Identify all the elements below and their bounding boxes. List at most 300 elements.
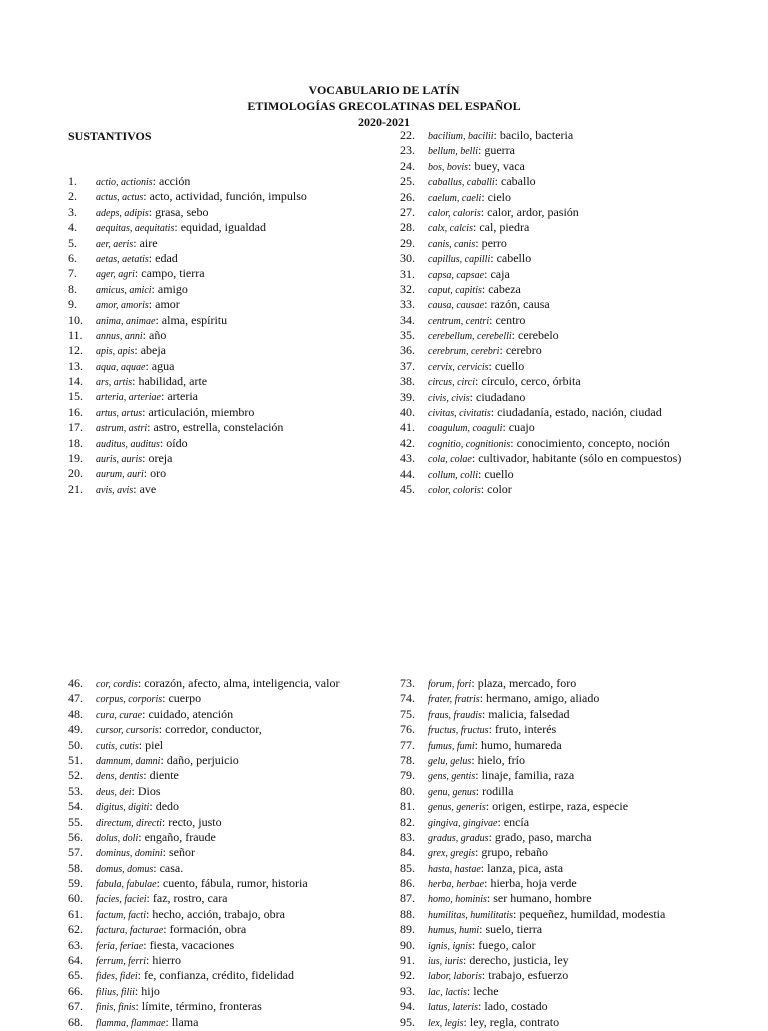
entry-number: 95.: [400, 1014, 415, 1029]
entry-number: 75.: [400, 706, 415, 721]
entry-number: 21.: [68, 481, 83, 496]
separator: :: [463, 1014, 470, 1029]
vocab-entry: [400, 436, 681, 451]
latin-term: flamma, flammae: [96, 1017, 166, 1029]
vocab-entry: [400, 374, 681, 389]
vocab-entry: [68, 999, 339, 1014]
latin-term: aequitas, aequitatis: [96, 223, 175, 235]
latin-term: caelum, caeli: [428, 192, 482, 204]
spanish-meaning: engaño, fraude: [144, 829, 216, 844]
vocab-entry: [68, 313, 307, 328]
vocab-entry: [400, 799, 665, 814]
entry-number: 11.: [68, 327, 83, 342]
vocab-entry: [68, 907, 339, 922]
entry-number: 3.: [68, 204, 77, 219]
separator: :: [471, 937, 479, 952]
spanish-meaning: año: [149, 327, 167, 342]
spanish-meaning: Dios: [137, 783, 161, 798]
separator: :: [475, 845, 482, 860]
separator: :: [145, 358, 152, 373]
entry-number: 83.: [400, 829, 415, 844]
latin-term: genu, genus: [428, 786, 476, 798]
spanish-meaning: cielo: [487, 189, 511, 204]
entry-number: 18.: [68, 435, 83, 450]
spanish-meaning: cuento, fábula, rumor, historia: [162, 876, 308, 891]
separator: :: [153, 860, 160, 875]
separator: :: [480, 204, 488, 219]
vocab-entry: [400, 359, 681, 374]
spanish-meaning: malicia, falsedad: [488, 706, 570, 721]
latin-term: astrum, astri: [96, 423, 148, 435]
latin-term: factura, facturae: [96, 925, 164, 937]
latin-term: caballus, caballi: [428, 177, 495, 189]
entry-number: 91.: [400, 953, 415, 968]
spanish-meaning: derecho, justicia, ley: [469, 953, 569, 968]
separator: :: [480, 860, 488, 875]
separator: :: [510, 435, 517, 450]
vocab-entry: [400, 861, 665, 876]
spanish-meaning: amigo: [157, 281, 188, 296]
separator: :: [497, 814, 504, 829]
vocab-entry: [400, 328, 681, 343]
spanish-meaning: arteria: [167, 389, 198, 404]
latin-term: centrum, centri: [428, 315, 490, 327]
latin-term: cura, curae: [96, 709, 143, 721]
vocab-entry: [68, 359, 307, 374]
vocab-entry: [400, 390, 681, 405]
vocab-entry: [68, 220, 307, 235]
spanish-meaning: trabajo, esfuerzo: [488, 968, 569, 983]
latin-term: frater, fratris: [428, 694, 480, 706]
spanish-meaning: hielo, frío: [477, 752, 525, 767]
vocab-entry: [400, 174, 681, 189]
vocab-entry: [68, 282, 307, 297]
entry-number: 40.: [400, 405, 415, 420]
latin-term: lex, legis: [428, 1017, 464, 1029]
entry-number: 90.: [400, 937, 415, 952]
spanish-meaning: centro: [495, 312, 526, 327]
entry-number: 38.: [400, 374, 415, 389]
spanish-meaning: cuello: [484, 466, 514, 481]
entry-number: 39.: [400, 389, 415, 404]
spanish-meaning: corredor, conductor,: [165, 722, 262, 737]
latin-term: dominus, domini: [96, 848, 163, 860]
latin-term: gingiva, gingivae: [428, 817, 498, 829]
spanish-meaning: grasa, sebo: [155, 204, 209, 219]
separator: :: [143, 937, 150, 952]
spanish-meaning: abeja: [140, 343, 166, 358]
spanish-meaning: grupo, rebaño: [481, 845, 549, 860]
latin-term: ius, iuris: [428, 956, 464, 968]
entry-number: 9.: [68, 297, 77, 312]
entry-number: 50.: [68, 737, 83, 752]
entry-number: 35.: [400, 328, 415, 343]
entry-number: 53.: [68, 783, 83, 798]
spanish-meaning: plaza, mercado, foro: [477, 676, 577, 690]
separator: :: [152, 174, 160, 188]
latin-term: damnum, damni: [96, 755, 161, 767]
spanish-meaning: caja: [490, 266, 510, 281]
spanish-meaning: origen, estirpe, raza, especie: [492, 799, 629, 814]
latin-term: filius, filii: [96, 986, 135, 998]
separator: :: [471, 451, 479, 466]
entry-number: 29.: [400, 235, 415, 250]
entry-number: 81.: [400, 799, 415, 814]
spanish-meaning: faz, rostro, cara: [152, 891, 228, 906]
spanish-meaning: rodilla: [482, 783, 514, 798]
entry-number: 94.: [400, 999, 415, 1014]
vocab-entry: [68, 451, 307, 466]
entry-number: 56.: [68, 829, 83, 844]
entry-number: 46.: [68, 676, 83, 690]
entry-number: 14.: [68, 374, 83, 389]
latin-term: amor, amoris: [96, 300, 149, 312]
latin-term: labor, laboris: [428, 971, 482, 983]
separator: :: [142, 451, 149, 466]
entry-number: 92.: [400, 968, 415, 983]
entry-number: 15.: [68, 389, 83, 404]
vocab-entry: [400, 297, 681, 312]
vocab-column-4: [400, 676, 665, 1030]
latin-term: humus, humi: [428, 925, 480, 937]
spanish-meaning: edad: [155, 250, 178, 265]
separator: :: [481, 281, 489, 296]
latin-term: artus, artus: [96, 407, 143, 419]
separator: :: [137, 968, 145, 983]
spanish-meaning: lado, costado: [484, 999, 548, 1014]
vocab-entry: [68, 691, 339, 706]
vocab-entry: [400, 313, 681, 328]
latin-term: amicus, amici: [96, 284, 152, 296]
spanish-meaning: formación, obra: [169, 922, 247, 937]
vocab-entry: [68, 922, 339, 937]
spanish-meaning: cuerpo: [168, 691, 202, 706]
separator: :: [134, 983, 142, 998]
latin-term: avis, avis: [96, 484, 134, 496]
vocab-entry: [68, 1015, 339, 1030]
separator: :: [484, 876, 491, 891]
spanish-meaning: leche: [473, 983, 499, 998]
spanish-meaning: grado, paso, marcha: [494, 829, 592, 844]
spanish-meaning: ser humano, hombre: [493, 891, 592, 906]
spanish-meaning: guerra: [484, 143, 515, 158]
vocab-entry: [400, 753, 665, 768]
entry-number: 1.: [68, 174, 77, 188]
separator: :: [148, 250, 156, 265]
entry-number: 44.: [400, 466, 415, 481]
separator: :: [160, 752, 167, 767]
latin-term: coagulum, coaguli: [428, 423, 503, 435]
vocab-entry: [400, 143, 681, 158]
separator: :: [475, 783, 483, 798]
latin-term: adeps, adipis: [96, 207, 149, 219]
latin-term: fides, fidei: [96, 971, 138, 983]
spanish-meaning: ley, regla, contrato: [469, 1014, 560, 1029]
separator: :: [148, 297, 156, 312]
separator: :: [155, 312, 162, 327]
spanish-meaning: articulación, miembro: [148, 404, 255, 419]
separator: :: [161, 814, 169, 829]
entry-number: 26.: [400, 189, 415, 204]
separator: :: [493, 128, 500, 142]
entry-number: 51.: [68, 752, 83, 767]
latin-term: aqua, aquae: [96, 361, 146, 373]
separator: :: [138, 737, 146, 752]
separator: :: [472, 220, 480, 235]
vocab-entry: [400, 845, 665, 860]
entry-number: 34.: [400, 312, 415, 327]
vocab-entry: [68, 343, 307, 358]
spanish-meaning: equidad, igualdad: [180, 220, 266, 235]
spanish-meaning: conocimiento, concepto, noción: [516, 435, 670, 450]
vocab-entry: [68, 984, 339, 999]
entry-number: 22.: [400, 128, 415, 142]
spanish-meaning: bacilo, bacteria: [499, 128, 574, 142]
separator: :: [475, 235, 482, 250]
entry-number: 24.: [400, 158, 415, 173]
latin-term: calor, caloris: [428, 207, 481, 219]
separator: :: [471, 752, 478, 767]
latin-term: bacilium, bacilii: [428, 131, 494, 142]
latin-term: forum, fori: [428, 679, 472, 690]
spanish-meaning: límite, término, fronteras: [141, 999, 262, 1014]
separator: :: [159, 435, 167, 450]
separator: :: [146, 891, 153, 906]
spanish-meaning: fe, confianza, crédito, fidelidad: [144, 968, 294, 983]
entry-number: 48.: [68, 706, 83, 721]
separator: :: [162, 691, 169, 706]
vocab-entry: [68, 968, 339, 983]
spanish-meaning: ciudadanía, estado, nación, ciudad: [497, 405, 662, 420]
latin-term: bellum, belli: [428, 146, 478, 158]
latin-term: aer, aeris: [96, 238, 134, 250]
separator: :: [511, 328, 519, 343]
spanish-meaning: cuello: [494, 358, 525, 373]
spanish-meaning: lanza, pica, asta: [487, 860, 564, 875]
latin-term: dens, dentis: [96, 771, 144, 783]
entry-number: 82.: [400, 814, 415, 829]
spanish-meaning: cerebro: [505, 343, 542, 358]
vocab-entry: [400, 738, 665, 753]
latin-term: humilitas, humilitatis: [428, 909, 514, 921]
vocab-column-1: [68, 174, 307, 497]
latin-term: fumus, fumi: [428, 740, 475, 752]
spanish-meaning: daño, perjuicio: [166, 752, 239, 767]
separator: :: [135, 999, 142, 1014]
separator: :: [488, 829, 495, 844]
vocab-entry: [400, 190, 681, 205]
spanish-meaning: humo, humareda: [481, 737, 562, 752]
entry-number: 84.: [400, 845, 415, 860]
separator: :: [478, 143, 485, 158]
vocab-entry: [68, 938, 339, 953]
separator: :: [133, 235, 140, 250]
vocab-entry: [68, 876, 339, 891]
latin-term: genus, generis: [428, 802, 486, 814]
spanish-meaning: hierro: [152, 953, 181, 968]
header-title: VOCABULARIO DE LATÍN: [308, 83, 460, 97]
separator: :: [513, 906, 520, 921]
entry-number: 80.: [400, 783, 415, 798]
spanish-meaning: casa.: [159, 860, 184, 875]
vocab-entry: [400, 267, 681, 282]
vocab-entry: [400, 1015, 665, 1030]
separator: :: [134, 266, 142, 281]
spanish-meaning: círculo, cerco, órbita: [481, 374, 581, 389]
vocab-entry: [68, 707, 339, 722]
vocab-entry: [68, 815, 339, 830]
latin-term: feria, feriae: [96, 940, 144, 952]
entry-number: 41.: [400, 420, 415, 435]
entry-number: 63.: [68, 937, 83, 952]
spanish-meaning: hecho, acción, trabajo, obra: [152, 906, 285, 921]
separator: :: [478, 466, 485, 481]
spanish-meaning: amor: [155, 297, 180, 312]
vocab-entry: [68, 466, 307, 481]
spanish-meaning: campo, tierra: [141, 266, 205, 281]
document-header: [0, 82, 768, 130]
separator: :: [142, 706, 149, 721]
entry-number: 31.: [400, 266, 415, 281]
entry-number: 23.: [400, 143, 415, 158]
latin-term: facies, faciei: [96, 894, 147, 906]
latin-term: bos, bovis: [428, 161, 468, 173]
spanish-meaning: cabello: [496, 251, 532, 266]
separator: :: [469, 389, 476, 404]
latin-term: causa, causae: [428, 300, 485, 312]
entry-number: 6.: [68, 250, 77, 265]
separator: :: [468, 158, 475, 173]
spanish-meaning: color: [487, 481, 512, 496]
spanish-meaning: recto, justo: [168, 814, 222, 829]
entry-number: 2.: [68, 189, 77, 204]
separator: :: [479, 691, 487, 706]
latin-term: collum, colli: [428, 469, 478, 481]
vocab-entry: [400, 907, 665, 922]
vocab-entry: [400, 768, 665, 783]
separator: :: [494, 174, 502, 189]
latin-term: canis, canis: [428, 238, 476, 250]
latin-term: factum, facti: [96, 909, 146, 921]
latin-term: domus, domus: [96, 863, 154, 875]
vocab-entry: [68, 845, 339, 860]
vocab-entry: [68, 861, 339, 876]
latin-term: directum, directi: [96, 817, 162, 829]
vocab-entry: [400, 707, 665, 722]
separator: :: [149, 799, 156, 814]
vocab-entry: [68, 953, 339, 968]
entry-number: 73.: [400, 676, 415, 690]
separator: :: [484, 266, 491, 281]
latin-term: circus, circi: [428, 377, 476, 389]
vocab-entry: [400, 467, 681, 482]
separator: :: [475, 374, 482, 389]
vocab-entry: [68, 676, 339, 691]
separator: :: [134, 343, 141, 358]
separator: :: [490, 251, 497, 266]
section-title: SUSTANTIVOS: [68, 129, 152, 143]
separator: :: [486, 891, 494, 906]
latin-term: gradus, gradus: [428, 832, 489, 844]
vocab-entry: [400, 722, 665, 737]
spanish-meaning: oro: [150, 466, 167, 481]
spanish-meaning: hijo: [141, 983, 160, 998]
vocab-entry: [400, 922, 665, 937]
entry-number: 89.: [400, 922, 415, 937]
vocab-column-3: [68, 676, 339, 1030]
separator: :: [163, 922, 170, 937]
entry-number: 28.: [400, 220, 415, 235]
spanish-meaning: cuajo: [508, 420, 535, 435]
vocab-entry: [400, 999, 665, 1014]
vocab-entry: [400, 984, 665, 999]
vocab-entry: [400, 876, 665, 891]
latin-term: aurum, auri: [96, 469, 144, 481]
latin-term: grex, gregis: [428, 848, 476, 860]
entry-number: 79.: [400, 768, 415, 783]
latin-term: finis, finis: [96, 1002, 136, 1014]
separator: :: [143, 189, 150, 204]
spanish-meaning: ave: [139, 481, 157, 496]
separator: :: [143, 466, 151, 481]
spanish-meaning: oreja: [148, 451, 173, 466]
separator: :: [151, 281, 158, 296]
vocab-entry: [400, 676, 665, 691]
latin-term: cola, colae: [428, 454, 472, 466]
entry-number: 60.: [68, 891, 83, 906]
separator: :: [132, 374, 139, 389]
entry-number: 52.: [68, 768, 83, 783]
vocab-entry: [400, 220, 681, 235]
spanish-meaning: dedo: [155, 799, 180, 814]
vocab-entry: [400, 282, 681, 297]
spanish-meaning: agua: [151, 358, 175, 373]
spanish-meaning: llama: [171, 1014, 199, 1029]
latin-term: latus, lateris: [428, 1002, 479, 1014]
spanish-meaning: hierba, hoja verde: [490, 876, 577, 891]
separator: :: [490, 405, 498, 420]
latin-term: gens, gentis: [428, 771, 476, 783]
entry-number: 66.: [68, 983, 83, 998]
entry-number: 13.: [68, 358, 83, 373]
vocab-entry: [400, 405, 681, 420]
spanish-meaning: acción: [159, 174, 191, 188]
latin-term: cerebellum, cerebelli: [428, 331, 512, 343]
vocab-entry: [400, 205, 681, 220]
entry-number: 85.: [400, 860, 415, 875]
latin-term: fraus, fraudis: [428, 709, 482, 721]
spanish-meaning: razón, causa: [490, 297, 550, 312]
vocab-entry: [400, 938, 665, 953]
vocab-entry: [68, 236, 307, 251]
separator: :: [165, 1014, 172, 1029]
spanish-meaning: fruto, interés: [494, 722, 557, 737]
spanish-meaning: cerebelo: [518, 328, 559, 343]
latin-term: ignis, ignis: [428, 940, 472, 952]
latin-term: actus, actus: [96, 192, 144, 204]
vocab-entry: [68, 722, 339, 737]
vocab-entry: [400, 420, 681, 435]
spanish-meaning: pequeñez, humildad, modestia: [519, 906, 666, 921]
entry-number: 57.: [68, 845, 83, 860]
separator: :: [148, 204, 156, 219]
separator: :: [162, 845, 170, 860]
separator: :: [131, 783, 138, 798]
spanish-meaning: piel: [145, 737, 164, 752]
entry-number: 59.: [68, 876, 83, 891]
vocab-entry: [68, 420, 307, 435]
spanish-meaning: cuidado, atención: [148, 706, 234, 721]
